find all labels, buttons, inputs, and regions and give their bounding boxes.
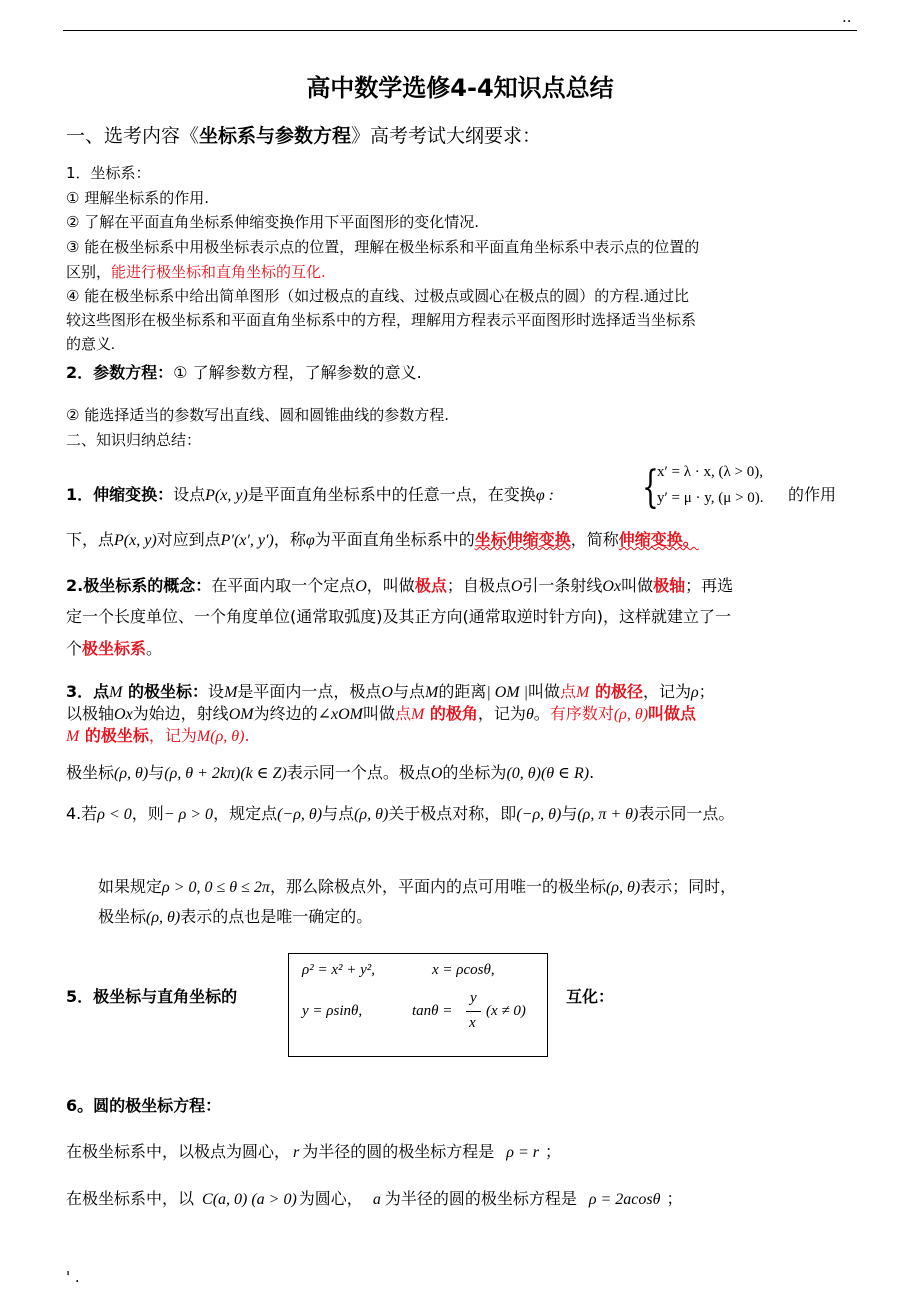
item2-line2: 定一个长度单位、一个角度单位(通常取弧度)及其正方向(通常取逆时针方向)，这样就建立了一 [66,607,731,626]
item3-line3: M 的极坐标，记为M(ρ, θ). [66,726,250,745]
footer-marker: ' . [66,1268,80,1286]
item3-line2: 以极轴Ox为始边，射线OM为终边的∠xOM叫做点M 的极角，记为θ。有序数对(ρ, θ)叫做点 [66,704,697,723]
req-coord-4-end: 的意义. [66,337,115,353]
item2-line1: 2.极坐标系的概念：在平面内取一个定点O，叫做极点；自极点O引一条射线Ox叫做极轴；再选 [66,576,734,595]
item5-label-tail: 互化： [566,987,615,1006]
transform-eq2: y′ = μ · y, (μ > 0). [657,490,764,506]
item6-line2: 在极坐标系中，以 C(a, 0) (a > 0) 为圆心， a 为半径的圆的极坐标方程是 ρ = 2acosθ ； [66,1189,683,1208]
note-line2: 极坐标(ρ, θ)表示的点也是唯一确定的。 [98,907,373,926]
formula-y: y = ρsinθ, [302,1003,363,1019]
req-coord-4-cont: 较这些图形在极坐标系和平面直角坐标系中的方程，理解用方程表示平面图形时选择适当坐标系 [66,313,697,329]
note-line1: 如果规定ρ > 0, 0 ≤ θ ≤ 2π，那么除极点外，平面内的点可用唯一的极坐标(ρ, θ)表示；同时， [98,877,737,896]
item4-line: 4.若ρ < 0，则− ρ > 0，规定点(−ρ, θ)与点(ρ, θ)关于极点对称，即(−ρ, θ)与(ρ, π + θ)表示同一点。 [66,804,735,823]
item6-line1: 在极坐标系中，以极点为圆心， r 为半径的圆的极坐标方程是 ρ = r ； [66,1142,561,1161]
formula-tan: tanθ = [412,1003,453,1019]
section1-heading: 一、选考内容《坐标系与参数方程》高考考试大纲要求： [66,125,542,147]
transform-brace: { [642,462,659,513]
item5-label: 5．极坐标与直角坐标的 [66,987,238,1006]
item2-line3: 个极坐标系。 [66,639,163,658]
item1-tail: 的作用 [788,485,837,504]
item1-line2: 下，点P(x, y)对应到点P′(x′, y′)，称φ为平面直角坐标系中的坐标伸缩变换，简称伸缩变换。 [66,530,699,549]
req-coord-2: ② 了解在平面直角坐标系伸缩变换作用下平面图形的变化情况. [66,213,479,231]
item3-line1: 3．点M 的极坐标：设M是平面内一点，极点O与点M的距离| OM |叫做点M 的极径，记为ρ； [66,682,715,701]
req-coord-1: ① 理解坐标系的作用. [66,189,209,207]
header-marker: .. [842,8,852,26]
item1-line1: 1．伸缩变换：设点P(x, y)是平面直角坐标系中的任意一点，在变换φ : [66,485,554,504]
formula-tan-numerator: y [470,990,477,1006]
req-coord-4: ④ 能在极坐标系中给出简单图形（如过极点的直线、过极点或圆心在极点的圆）的方程.通过比 [66,287,690,305]
req-coord-3-cont: 区别，能进行极坐标和直角坐标的互化. [66,263,326,281]
page-title: 高中数学选修4-4知识点总结 [306,74,614,102]
formula-tan-condition: (x ≠ 0) [486,1003,526,1019]
req-coord-3: ③ 能在极坐标系中用极坐标表示点的位置，理解在极坐标系和平面直角坐标系中表示点的位置的 [66,238,700,256]
req-param-line: 2．参数方程：① 了解参数方程，了解参数的意义. [66,363,422,382]
formula-rho-squared: ρ² = x² + y², [302,962,376,978]
polar-equivalence: 极坐标(ρ, θ)与(ρ, θ + 2kπ)(k ∈ Z)表示同一个点。极点O的坐标为(0, θ)(θ ∈ R). [66,763,595,782]
transform-eq1: x′ = λ · x, (λ > 0), [657,464,763,480]
fraction-bar [466,1011,481,1012]
item6-heading: 6。圆的极坐标方程： [66,1096,222,1115]
header-rule [63,30,857,31]
section2-heading: 二、知识归纳总结： [66,431,202,449]
req-param-2: ② 能选择适当的参数写出直线、圆和圆锥曲线的参数方程. [66,406,449,424]
formula-tan-denominator: x [469,1015,476,1031]
req-coord-title: 1．坐标系： [66,164,151,182]
formula-x: x = ρcosθ, [432,962,495,978]
